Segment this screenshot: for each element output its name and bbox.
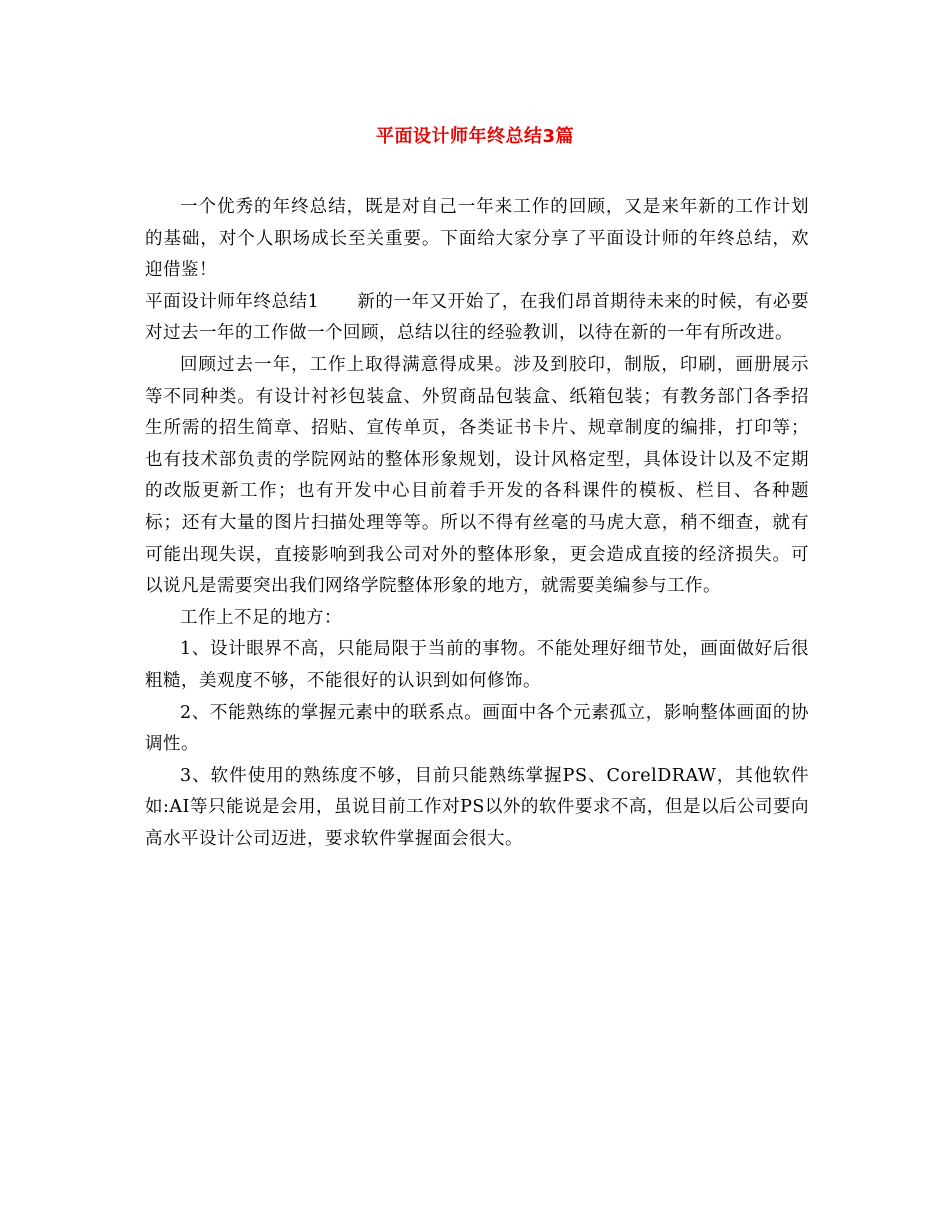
- section-1-opening: 新的一年又开始了，在我们昂首期待未来的时候，有必要对过去一年的工作做一个回顾，总结以往的经验教训，以待在新的一年有所改进。: [145, 291, 809, 344]
- shortcoming-item-2: 2、不能熟练的掌握元素中的联系点。画面中各个元素孤立，影响整体画面的协调性。: [145, 702, 809, 755]
- shortcomings-label: 工作上不足的地方：: [180, 607, 342, 628]
- section-1-paragraph: [145, 287, 809, 350]
- section-1-heading: 平面设计师年终总结1: [145, 291, 320, 312]
- shortcoming-item-1: 1、设计眼界不高，只能局限于当前的事物。不能处理好细节处，画面做好后很粗糙，美观度不够，不能很好的认识到如何修饰。: [145, 639, 809, 691]
- document-title: 平面设计师年终总结3篇: [375, 126, 575, 147]
- document-body: [145, 192, 809, 855]
- shortcoming-item-3: 3、软件使用的熟练度不够，目前只能熟练掌握PS、CorelDRAW，其他软件如:AI等只能说是会用，虽说目前工作对PS以外的软件要求不高，但是以后公司要向高水平设计公司迈进，要求软件掌握面会很大。: [145, 765, 809, 849]
- intro-paragraph: 一个优秀的年终总结，既是对自己一年来工作的回顾，又是来年新的工作计划的基础，对个人职场成长至关重要。下面给大家分享了平面设计师的年终总结，欢迎借鉴！: [145, 197, 809, 281]
- review-paragraph: 回顾过去一年，工作上取得满意得成果。涉及到胶印，制版，印刷，画册展示等不同种类。有设计衬衫包装盒、外贸商品包装盒、纸箱包装；有教务部门各季招生所需的招生简章、招贴、宣传单页，各类证书卡片、规章制度的编排，打印等；也有技术部负责的学院网站的整体形象规划，设计风格定型，具体设计以及不定期的改版更新工作；也有开发中心目前着手开发的各科课件的模板、栏目、各种题标；还有大量的图片扫描处理等等。所以不得有丝毫的马虎大意，稍不细查，就有可能出现失误，直接影响到我公司对外的整体形象，更会造成直接的经济损失。可以说凡是需要突出我们网络学院整体形象的地方，就需要美编参与工作。: [145, 354, 809, 597]
